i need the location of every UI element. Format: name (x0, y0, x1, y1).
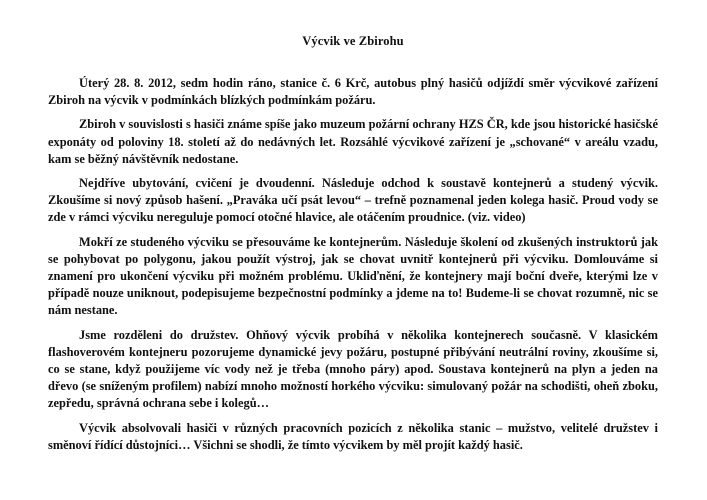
paragraph-6: Výcvik absolvovali hasiči v různých pracovních pozicích z několika stanic – mužstvo, velitelé družstev i směnoví řídící důstojníci… Všichni se shodli, že tímto výcvikem by měl projít každý hasič. (48, 420, 658, 452)
paragraph-4: Mokří ze studeného výcviku se přesouváme ke kontejnerům. Následuje školení od zkušených instruktorů jak se pohybovat po polygonu, jakou použít výstroj, jak se chovat uvnitř kontejnerů při výcviku. Domlouváme si znamení pro ukončení výcviku při možném problému. Ukliďnění, že kontejnery mají boční dveře, kterými lze v případě nouze uniknout, podepisujeme bezpečnostní podmínky a jdeme na to! Budeme-li se chovat rozumně, nic se nám nestane. (48, 234, 658, 318)
paragraph-2: Zbiroh v souvislosti s hasiči známe spíše jako muzeum požární ochrany HZS ČR, kde jsou historické hasičské exponáty od poloviny 18. století až do nedávných let. Rozsáhlé výcvikové zařízení je „schované“ v areálu vzadu, kam se běžný návštěvník nedostane. (48, 117, 658, 166)
paragraph-1: Úterý 28. 8. 2012, sedm hodin ráno, stanice č. 6 Krč, autobus plný hasičů odjíždí směr výcvikové zařízení Zbiroh na výcvik v podmínkách blízkých podmínkám požáru. (48, 76, 658, 108)
paragraph-5: Jsme rozděleni do družstev. Ohňový výcvik probíhá v několika kontejnerech současně. V klasickém flashoverovém kontejneru pozorujeme dynamické jevy požáru, postupné přibývání neutrální roviny, zkoušíme si, co se stane, když použijeme víc vody než je třeba (mnoho páry) apod. Soustava kontejnerů na plyn a jeden na dřevo (se sníženým profilem) nabízí mnoho možností horkého výcviku: simulovaný požár na schodišti, oheň zboku, zepředu, správná ochrana sebe i kolegů… (48, 327, 658, 411)
paragraph-3: Nejdříve ubytování, cvičení je dvoudenní. Následuje odchod k soustavě kontejnerů a studený výcvik. Zkoušíme si nový způsob hašení. „Pravákа učí psát levou“ – trefně poznamenal jeden kolega hasič. Proud vody se zde v rámci výcviku nereguluje pomocí otočné hlavice, ale otáčením proudnice. (viz. video) (48, 176, 658, 225)
document-title: Výcvik ve Zbirohu (302, 34, 404, 48)
